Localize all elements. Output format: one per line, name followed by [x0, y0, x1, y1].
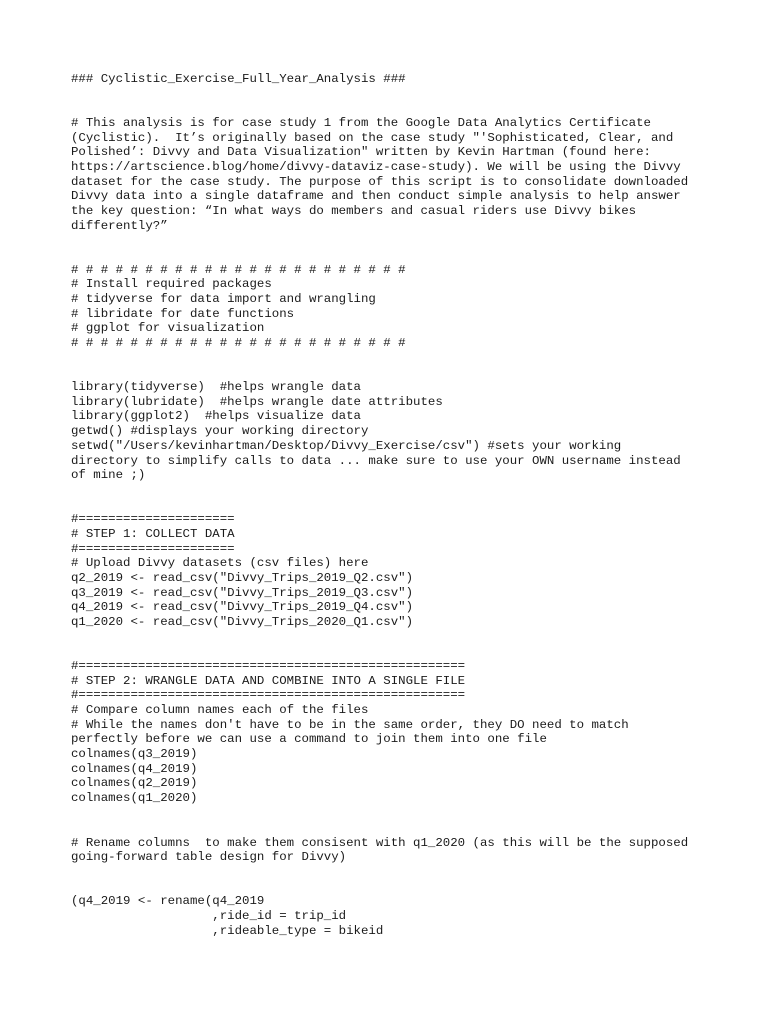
code-line: # Compare column names each of the files	[71, 703, 369, 717]
intro-comment-line: differently?”	[71, 219, 168, 233]
script-title: ### Cyclistic_Exercise_Full_Year_Analysis ###	[71, 72, 406, 86]
code-line: library(lubridate) #helps wrangle date attributes	[71, 395, 443, 409]
intro-comment-line: (Cyclistic). It’s originally based on the case study "'Sophisticated, Clear, and	[71, 131, 674, 145]
step-divider: #=====================	[71, 512, 235, 526]
packages-comment: # Install required packages	[71, 277, 272, 291]
code-line: ,ride_id = trip_id	[71, 909, 347, 923]
hash-divider: # # # # # # # # # # # # # # # # # # # # # # #	[71, 263, 406, 277]
step-divider: #====================================================	[71, 688, 466, 702]
code-line: colnames(q3_2019)	[71, 747, 198, 761]
intro-comment-line: https://artscience.blog/home/divvy-dataviz-case-study). We will be using the Divvy	[71, 160, 681, 174]
code-line: getwd() #displays your working directory	[71, 424, 369, 438]
code-line: colnames(q4_2019)	[71, 762, 198, 776]
code-line: setwd("/Users/kevinhartman/Desktop/Divvy_Exercise/csv") #sets your working	[71, 439, 622, 453]
code-line: q2_2019 <- read_csv("Divvy_Trips_2019_Q2.csv")	[71, 571, 414, 585]
intro-comment-line: Polished’: Divvy and Data Visualization" written by Kevin Hartman (found here:	[71, 145, 651, 159]
intro-comment-line: # This analysis is for case study 1 from the Google Data Analytics Certificate	[71, 116, 651, 130]
code-line: colnames(q1_2020)	[71, 791, 198, 805]
code-line: q1_2020 <- read_csv("Divvy_Trips_2020_Q1.csv")	[71, 615, 414, 629]
code-line: ,rideable_type = bikeid	[71, 924, 384, 938]
code-line: of mine ;)	[71, 468, 146, 482]
code-line: q3_2019 <- read_csv("Divvy_Trips_2019_Q3.csv")	[71, 586, 414, 600]
packages-comment: # ggplot for visualization	[71, 321, 265, 335]
code-line: colnames(q2_2019)	[71, 776, 198, 790]
packages-comment: # tidyverse for data import and wrangling	[71, 292, 376, 306]
code-line: library(ggplot2) #helps visualize data	[71, 409, 361, 423]
intro-comment-line: dataset for the case study. The purpose of this script is to consolidate downloaded	[71, 175, 689, 189]
packages-comment: # libridate for date functions	[71, 307, 295, 321]
code-line: library(tidyverse) #helps wrangle data	[71, 380, 361, 394]
step-heading: # STEP 1: COLLECT DATA	[71, 527, 235, 541]
intro-comment-line: the key question: “In what ways do members and casual riders use Divvy bikes	[71, 204, 637, 218]
code-line: # While the names don't have to be in the same order, they DO need to match	[71, 718, 629, 732]
code-line: (q4_2019 <- rename(q4_2019	[71, 894, 265, 908]
code-line: q4_2019 <- read_csv("Divvy_Trips_2019_Q4.csv")	[71, 600, 414, 614]
code-line: perfectly before we can use a command to join them into one file	[71, 732, 547, 746]
code-line: going-forward table design for Divvy)	[71, 850, 347, 864]
code-line: directory to simplify calls to data ... make sure to use your OWN username instead	[71, 454, 681, 468]
step-divider: #====================================================	[71, 659, 466, 673]
hash-divider: # # # # # # # # # # # # # # # # # # # # # # #	[71, 336, 406, 350]
intro-comment-line: Divvy data into a single dataframe and then conduct simple analysis to help answer	[71, 189, 681, 203]
code-line: # Rename columns to make them consisent with q1_2020 (as this will be the supposed	[71, 836, 689, 850]
step-heading: # STEP 2: WRANGLE DATA AND COMBINE INTO A SINGLE FILE	[71, 674, 466, 688]
code-line: # Upload Divvy datasets (csv files) here	[71, 556, 369, 570]
step-divider: #=====================	[71, 542, 235, 556]
